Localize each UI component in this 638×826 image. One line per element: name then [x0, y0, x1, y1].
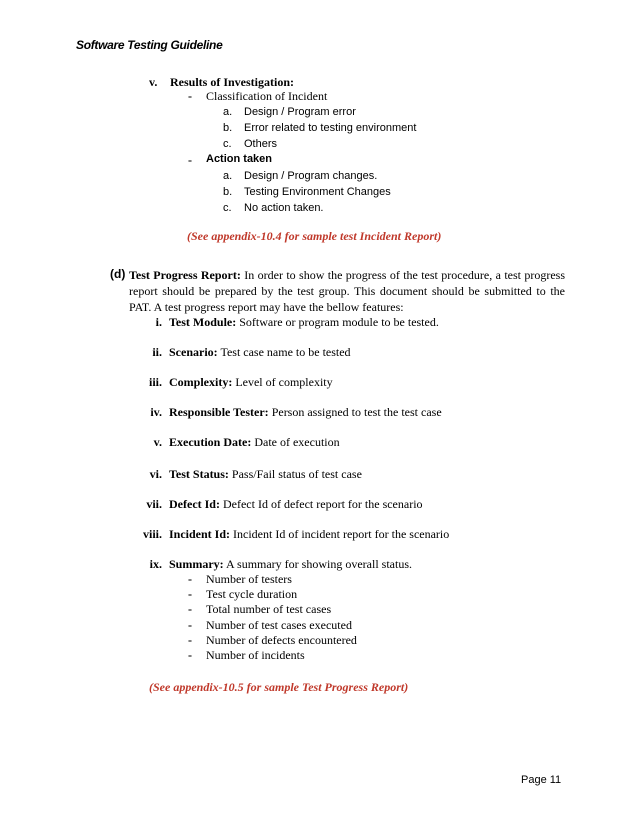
feature-vi	[169, 467, 362, 482]
summary-item-1: Number of testers	[206, 572, 292, 586]
feature-desc-ix: A summary for showing overall status.	[226, 557, 412, 571]
action-item-a: Design / Program changes.	[244, 170, 378, 182]
summary-bullet-5: -	[188, 633, 192, 647]
feature-term-ix: Summary:	[169, 557, 224, 571]
progress-heading: Test Progress Report:	[129, 268, 241, 282]
feature-term-ii: Scenario:	[169, 345, 218, 359]
feature-vii	[169, 497, 423, 512]
summary-item-5: Number of defects encountered	[206, 633, 357, 647]
feature-desc-vi: Pass/Fail status of test case	[231, 467, 362, 481]
classification-letter-a: a.	[223, 106, 233, 118]
results-numeral: v.	[149, 75, 158, 89]
progress-intro-paragraph	[129, 267, 565, 315]
incident-appendix-note: (See appendix-10.4 for sample test Incident Report)	[187, 229, 442, 243]
feature-numeral-v: v.	[153, 435, 162, 449]
feature-numeral-iii: iii.	[148, 375, 162, 389]
feature-desc-v: Date of execution	[254, 435, 340, 449]
feature-viii	[169, 527, 449, 542]
feature-v	[169, 435, 340, 450]
progress-appendix-note: (See appendix-10.5 for sample Test Progress Report)	[149, 680, 409, 694]
summary-item-4: Number of test cases executed	[206, 618, 352, 632]
summary-item-3: Total number of test cases	[206, 602, 332, 616]
classification-item-a: Design / Program error	[244, 106, 356, 118]
classification-letter-b: b.	[223, 122, 233, 134]
action-bullet: -	[188, 153, 192, 167]
classification-letter-c: c.	[223, 138, 232, 150]
summary-item-6: Number of incidents	[206, 648, 305, 662]
feature-desc-viii: Incident Id of incident report for the scenario	[233, 527, 450, 541]
classification-item-b: Error related to testing environment	[244, 122, 417, 134]
feature-numeral-i: i.	[155, 315, 162, 329]
feature-ii	[169, 345, 351, 360]
action-letter-b: b.	[223, 186, 233, 198]
summary-bullet-2: -	[188, 587, 192, 601]
summary-bullet-4: -	[188, 618, 192, 632]
feature-desc-i: Software or program module to be tested.	[239, 315, 439, 329]
summary-bullet-3: -	[188, 602, 192, 616]
action-letter-c: c.	[223, 202, 232, 214]
feature-desc-iii: Level of complexity	[235, 375, 333, 389]
summary-item-2: Test cycle duration	[206, 587, 298, 601]
feature-term-i: Test Module:	[169, 315, 237, 329]
feature-term-iii: Complexity:	[169, 375, 233, 389]
feature-desc-ii: Test case name to be tested	[220, 345, 351, 359]
feature-term-vi: Test Status:	[169, 467, 229, 481]
feature-term-iv: Responsible Tester:	[169, 405, 269, 419]
results-heading: Results of Investigation:	[170, 75, 295, 89]
page-header-title: Software Testing Guideline	[76, 38, 223, 52]
classification-bullet: -	[188, 89, 192, 103]
feature-numeral-viii: viii.	[142, 527, 162, 541]
feature-ix	[169, 557, 412, 572]
feature-iv	[169, 405, 442, 420]
section-d-label: (d)	[110, 267, 126, 281]
feature-term-v: Execution Date:	[169, 435, 252, 449]
action-title: Action taken	[206, 153, 273, 165]
classification-item-c: Others	[244, 138, 278, 150]
feature-desc-vii: Defect Id of defect report for the scenario	[222, 497, 423, 511]
feature-desc-iv: Person assigned to test the test case	[271, 405, 442, 419]
feature-numeral-vii: vii.	[146, 497, 162, 511]
feature-term-viii: Incident Id:	[169, 527, 231, 541]
summary-bullet-1: -	[188, 572, 192, 586]
progress-intro-text: In order to show the progress of the test procedure, a test progress report should be prepared by the test group. This document should be submitted to the PAT. A test progress report may have the bellow features:	[129, 268, 566, 314]
page-number: Page 11	[521, 774, 562, 786]
summary-bullet-6: -	[188, 648, 192, 662]
feature-term-vii: Defect Id:	[169, 497, 220, 511]
action-item-c: No action taken.	[244, 202, 324, 214]
action-letter-a: a.	[223, 170, 233, 182]
feature-numeral-ix: ix.	[149, 557, 162, 571]
feature-numeral-iv: iv.	[150, 405, 162, 419]
feature-i	[169, 315, 439, 330]
action-item-b: Testing Environment Changes	[244, 186, 391, 198]
classification-title: Classification of Incident	[206, 89, 328, 103]
feature-numeral-vi: vi.	[149, 467, 162, 481]
feature-numeral-ii: ii.	[152, 345, 162, 359]
feature-iii	[169, 375, 333, 390]
